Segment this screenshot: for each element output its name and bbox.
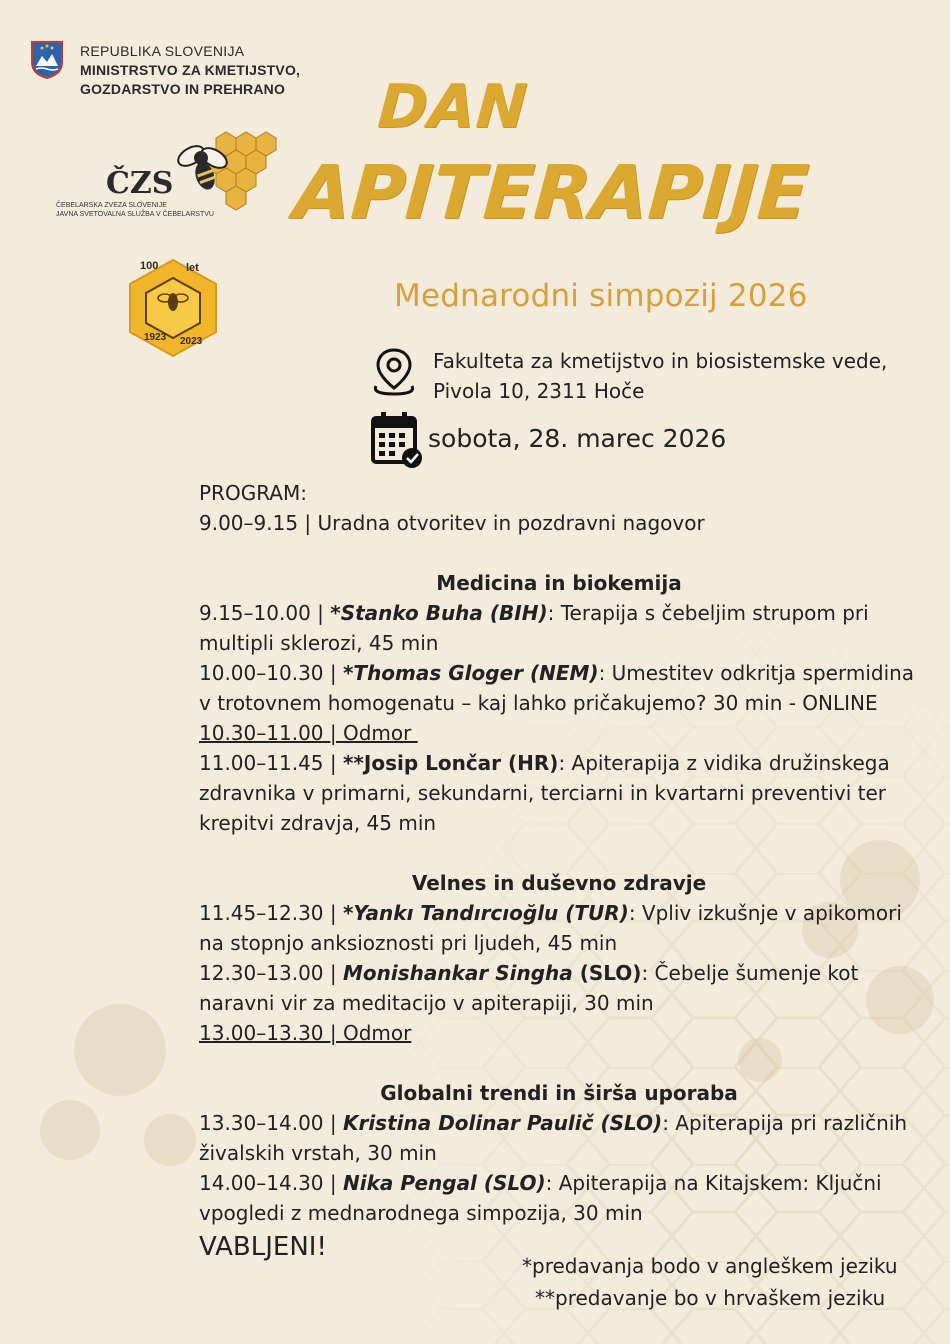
session-topic: : Vpliv izkušnje v apikomori na stopnjo anksioznosti pri ljudeh, 45 min bbox=[199, 901, 902, 955]
session-speaker: *Thomas Gloger (NEM) bbox=[342, 661, 599, 685]
session-time: 11.45–12.30 | bbox=[199, 901, 343, 925]
event-date: sobota, 28. marec 2026 bbox=[428, 424, 727, 453]
location-line-1: Fakulteta za kmetijstvo in biosistemske vede, bbox=[433, 349, 888, 373]
session-speaker: *Yankı Tandırcıoğlu (TUR) bbox=[342, 901, 629, 925]
invitation-text: VABLJENI! bbox=[199, 1232, 327, 1262]
location-address bbox=[433, 346, 887, 406]
jubilee-badge bbox=[126, 258, 220, 358]
ministry-header bbox=[30, 40, 300, 99]
hexagon-badge-icon bbox=[126, 258, 220, 358]
session-item bbox=[199, 1168, 919, 1228]
title-dan: DAN bbox=[375, 72, 530, 142]
language-note-croatian: **predavanje bo v hrvaškem jeziku bbox=[535, 1286, 886, 1310]
gov-line-2: MINISTRSTVO ZA KMETIJSTVO, bbox=[80, 62, 301, 78]
event-subtitle: Mednarodni simpozij 2026 bbox=[394, 278, 808, 314]
czs-abbrev: ČZS bbox=[106, 166, 174, 201]
session-topic: : Umestitev odkritja spermidina v trotovnem homogenatu – kaj lahko pričakujemo? 30 min - ONLINE bbox=[199, 661, 915, 715]
session-topic: : Čebelje šumenje kot naravni vir za meditacijo v apiterapiji, 30 min bbox=[199, 961, 859, 1015]
session-topic: : Apiterapija z vidika družinskega zdravnika v primarni, sekundarni, terciarni in kvartarni preventivi ter krepitvi zdravja, 45 min bbox=[199, 751, 890, 835]
session-time: 9.15–10.00 | bbox=[199, 601, 331, 625]
session-speaker: Monishankar Singha bbox=[342, 961, 573, 985]
session-time: 13.30–14.00 | bbox=[199, 1111, 343, 1135]
session-item bbox=[199, 658, 919, 718]
jubilee-year-1: 1923 bbox=[144, 332, 167, 343]
session-speaker: **Josip Lončar (HR) bbox=[342, 751, 559, 775]
ministry-name bbox=[80, 42, 300, 99]
session-speaker: Kristina Dolinar Paulič (SLO) bbox=[342, 1111, 663, 1135]
break-item: 10.30–11.00 | Odmor bbox=[199, 721, 418, 745]
czs-sub-1: ČEBELARSKA ZVEZA SLOVENIJE bbox=[56, 202, 167, 209]
slovenia-coat-of-arms-icon bbox=[30, 40, 64, 80]
czs-logo bbox=[56, 128, 286, 228]
break-item: 13.00–13.30 | Odmor bbox=[199, 1021, 412, 1045]
section-title: Globalni trendi in širša uporaba bbox=[380, 1081, 738, 1105]
session-country: (SLO) bbox=[572, 961, 642, 985]
jubilee-100: 100 bbox=[140, 260, 159, 272]
czs-sub-2: JAVNA SVETOVALNA SLUŽBA V ČEBELARSTVU bbox=[56, 211, 214, 218]
session-item bbox=[199, 898, 919, 958]
session-time: 10.00–10.30 | bbox=[199, 661, 343, 685]
session-speaker: *Stanko Buha (BIH) bbox=[330, 601, 548, 625]
location-pin-icon bbox=[370, 346, 418, 398]
location-line-2: Pivola 10, 2311 Hoče bbox=[433, 379, 645, 403]
session-time: 12.30–13.00 | bbox=[199, 961, 343, 985]
section-title: Velnes in duševno zdravje bbox=[411, 871, 707, 895]
calendar-check-icon bbox=[370, 410, 426, 470]
session-item bbox=[199, 748, 919, 838]
jubilee-year-2: 2023 bbox=[180, 336, 203, 347]
czs-subtitle bbox=[56, 201, 214, 219]
session-topic: : Terapija s čebeljim strupom pri multipli sklerozi, 45 min bbox=[199, 601, 869, 655]
session-item bbox=[199, 1108, 919, 1168]
program-heading: PROGRAM: bbox=[199, 481, 307, 505]
session-topic: : Apiterapija na Kitajskem: Ključni vpogledi z mednarodnega simpozija, 30 min bbox=[199, 1171, 882, 1225]
gov-line-3: GOZDARSTVO IN PREHRANO bbox=[80, 81, 286, 97]
session-topic: : Apiterapija pri različnih živalskih vrstah, 30 min bbox=[199, 1111, 908, 1165]
session-time: 11.00–11.45 | bbox=[199, 751, 343, 775]
session-time: 14.00–14.30 | bbox=[199, 1171, 343, 1195]
session-item bbox=[199, 958, 919, 1018]
title-apiterapije: APITERAPIJE bbox=[290, 150, 812, 236]
jubilee-let: let bbox=[186, 262, 199, 274]
section-title: Medicina in biokemija bbox=[436, 571, 682, 595]
program bbox=[199, 478, 919, 1228]
session-item bbox=[199, 598, 919, 658]
gov-line-1: REPUBLIKA SLOVENIJA bbox=[80, 43, 245, 59]
session-speaker: Nika Pengal (SLO) bbox=[342, 1171, 546, 1195]
program-opening: 9.00–9.15 | Uradna otvoritev in pozdravni nagovor bbox=[199, 511, 705, 535]
language-note-english: *predavanja bodo v angleškem jeziku bbox=[522, 1254, 898, 1278]
